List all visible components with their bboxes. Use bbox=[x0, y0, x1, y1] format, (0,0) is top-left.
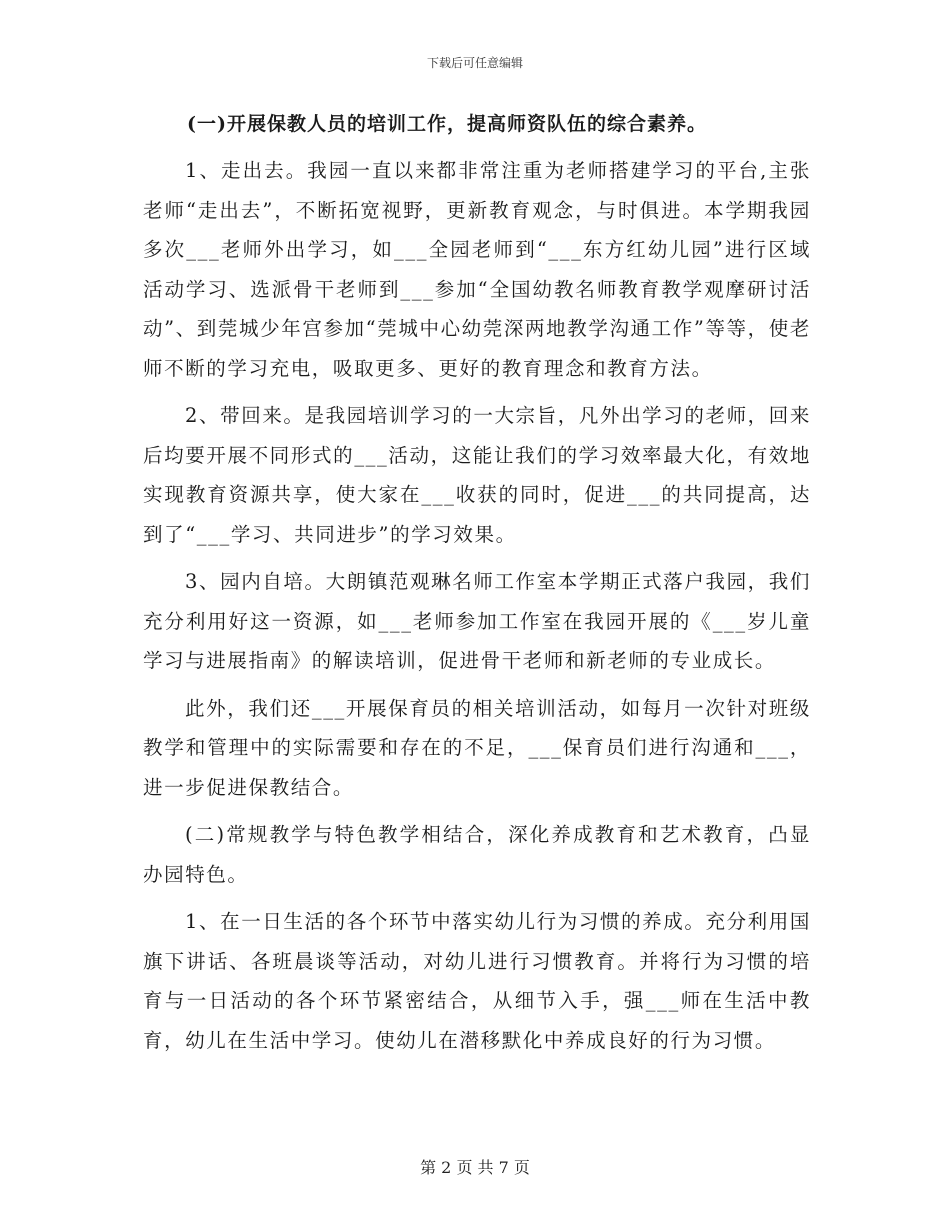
paragraph-go-out: 1、走出去。我园一直以来都非常注重为老师搭建学习的平台,主张老师“走出去”，不断拓宽视野，更新教育观念，与时俱进。本学期我园多次___老师外出学习，如___全园老师到“___东方红幼儿园”进行区域活动学习、选派骨干老师到___参加“全国幼教名师教育教学观摩研讨活动”、到莞城少年宫参加“莞城中心幼莞深两地教学沟通工作”等等，使老师不断的学习充电，吸取更多、更好的教育理念和教育方法。 bbox=[143, 159, 811, 380]
paragraph-self-training: 3、园内自培。大朗镇范观琳名师工作室本学期正式落户我园，我们充分利用好这一资源，如___老师参加工作室在我园开展的《___岁儿童学习与进展指南》的解读培训，促进骨干老师和新老师的专业成长。 bbox=[143, 570, 811, 672]
paragraph-bring-back: 2、带回来。是我园培训学习的一大宗旨，凡外出学习的老师，回来后均要开展不同形式的___活动，这能让我们的学习效率最大化，有效地实现教育资源共享，使大家在___收获的同时，促进___的共同提高，达到了“___学习、共同进步”的学习效果。 bbox=[143, 404, 811, 546]
page-header-note: 下载后可任意编辑 bbox=[426, 56, 523, 70]
paragraph-caregiver-training: 此外，我们还___开展保育员的相关培训活动，如每月一次针对班级教学和管理中的实际需要和存在的不足，___保育员们进行沟通和___，进一步促进保教结合。 bbox=[143, 696, 811, 799]
document-body bbox=[143, 107, 811, 1068]
section-heading-1: (一)开展保教人员的培训工作，提高师资队伍的综合素养。 bbox=[187, 113, 707, 135]
section-heading-2: (二)常规教学与特色教学相结合，深化养成教育和艺术教育，凸显办园特色。 bbox=[143, 823, 811, 886]
page-number: 第 2 页 共 7 页 bbox=[420, 1158, 530, 1177]
paragraph-habit-formation: 1、在一日生活的各个环节中落实幼儿行为习惯的养成。充分利用国旗下讲话、各班晨谈等活动，对幼儿进行习惯教育。并将行为习惯的培育与一日活动的各个环节紧密结合，从细节入手，强___师在生活中教育，幼儿在生活中学习。使幼儿在潜移默化中养成良好的行为习惯。 bbox=[143, 910, 811, 1052]
